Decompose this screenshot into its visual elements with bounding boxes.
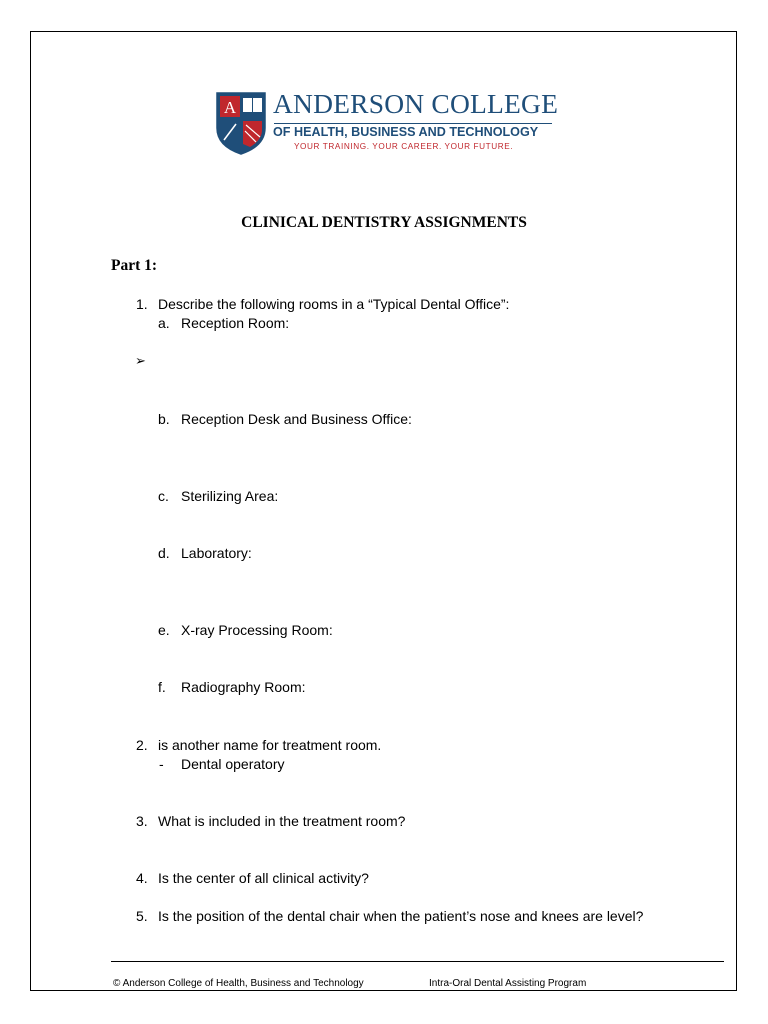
q4-text: Is the center of all clinical activity? [158,870,369,886]
footer-divider [111,961,724,962]
q1e-marker: e. [158,622,170,638]
college-subtitle: OF HEALTH, BUSINESS AND TECHNOLOGY [273,125,539,139]
q1f-marker: f. [158,679,166,695]
q1a-marker: a. [158,315,170,331]
arrow-bullet-icon: ➢ [135,353,146,368]
q2-answer-marker: - [159,756,164,772]
document-title: CLINICAL DENTISTRY ASSIGNMENTS [241,214,527,231]
svg-text:A: A [223,98,237,117]
q2-text: is another name for treatment room. [158,737,382,753]
part-heading: Part 1: [111,257,158,274]
q1a-text: Reception Room: [181,315,290,331]
q2-number: 2. [136,737,148,753]
college-logo [216,88,576,156]
college-tagline: YOUR TRAINING. YOUR CAREER. YOUR FUTURE. [294,142,514,151]
q1b-marker: b. [158,411,170,427]
q1e-text: X-ray Processing Room: [181,622,333,638]
q1b-text: Reception Desk and Business Office: [181,411,412,427]
q5-text: Is the position of the dental chair when the patient’s nose and knees are level? [158,908,644,924]
q2-answer: Dental operatory [181,756,285,772]
college-name: ANDERSON COLLEGE [273,88,559,119]
q1c-text: Sterilizing Area: [181,488,279,504]
logo-divider [274,123,552,124]
q1d-marker: d. [158,545,170,561]
q1f-text: Radiography Room: [181,679,306,695]
q3-text: What is included in the treatment room? [158,813,406,829]
q1d-text: Laboratory: [181,545,252,561]
q1-text: Describe the following rooms in a “Typical Dental Office”: [158,296,510,312]
q1c-marker: c. [158,488,169,504]
page-border [30,31,737,991]
footer-program: Intra-Oral Dental Assisting Program [429,978,587,989]
q4-number: 4. [136,870,148,886]
q5-number: 5. [136,908,148,924]
q3-number: 3. [136,813,148,829]
shield-icon [216,92,266,155]
q1-number: 1. [136,296,148,312]
footer-copyright: © Anderson College of Health, Business and Technology [113,978,364,989]
